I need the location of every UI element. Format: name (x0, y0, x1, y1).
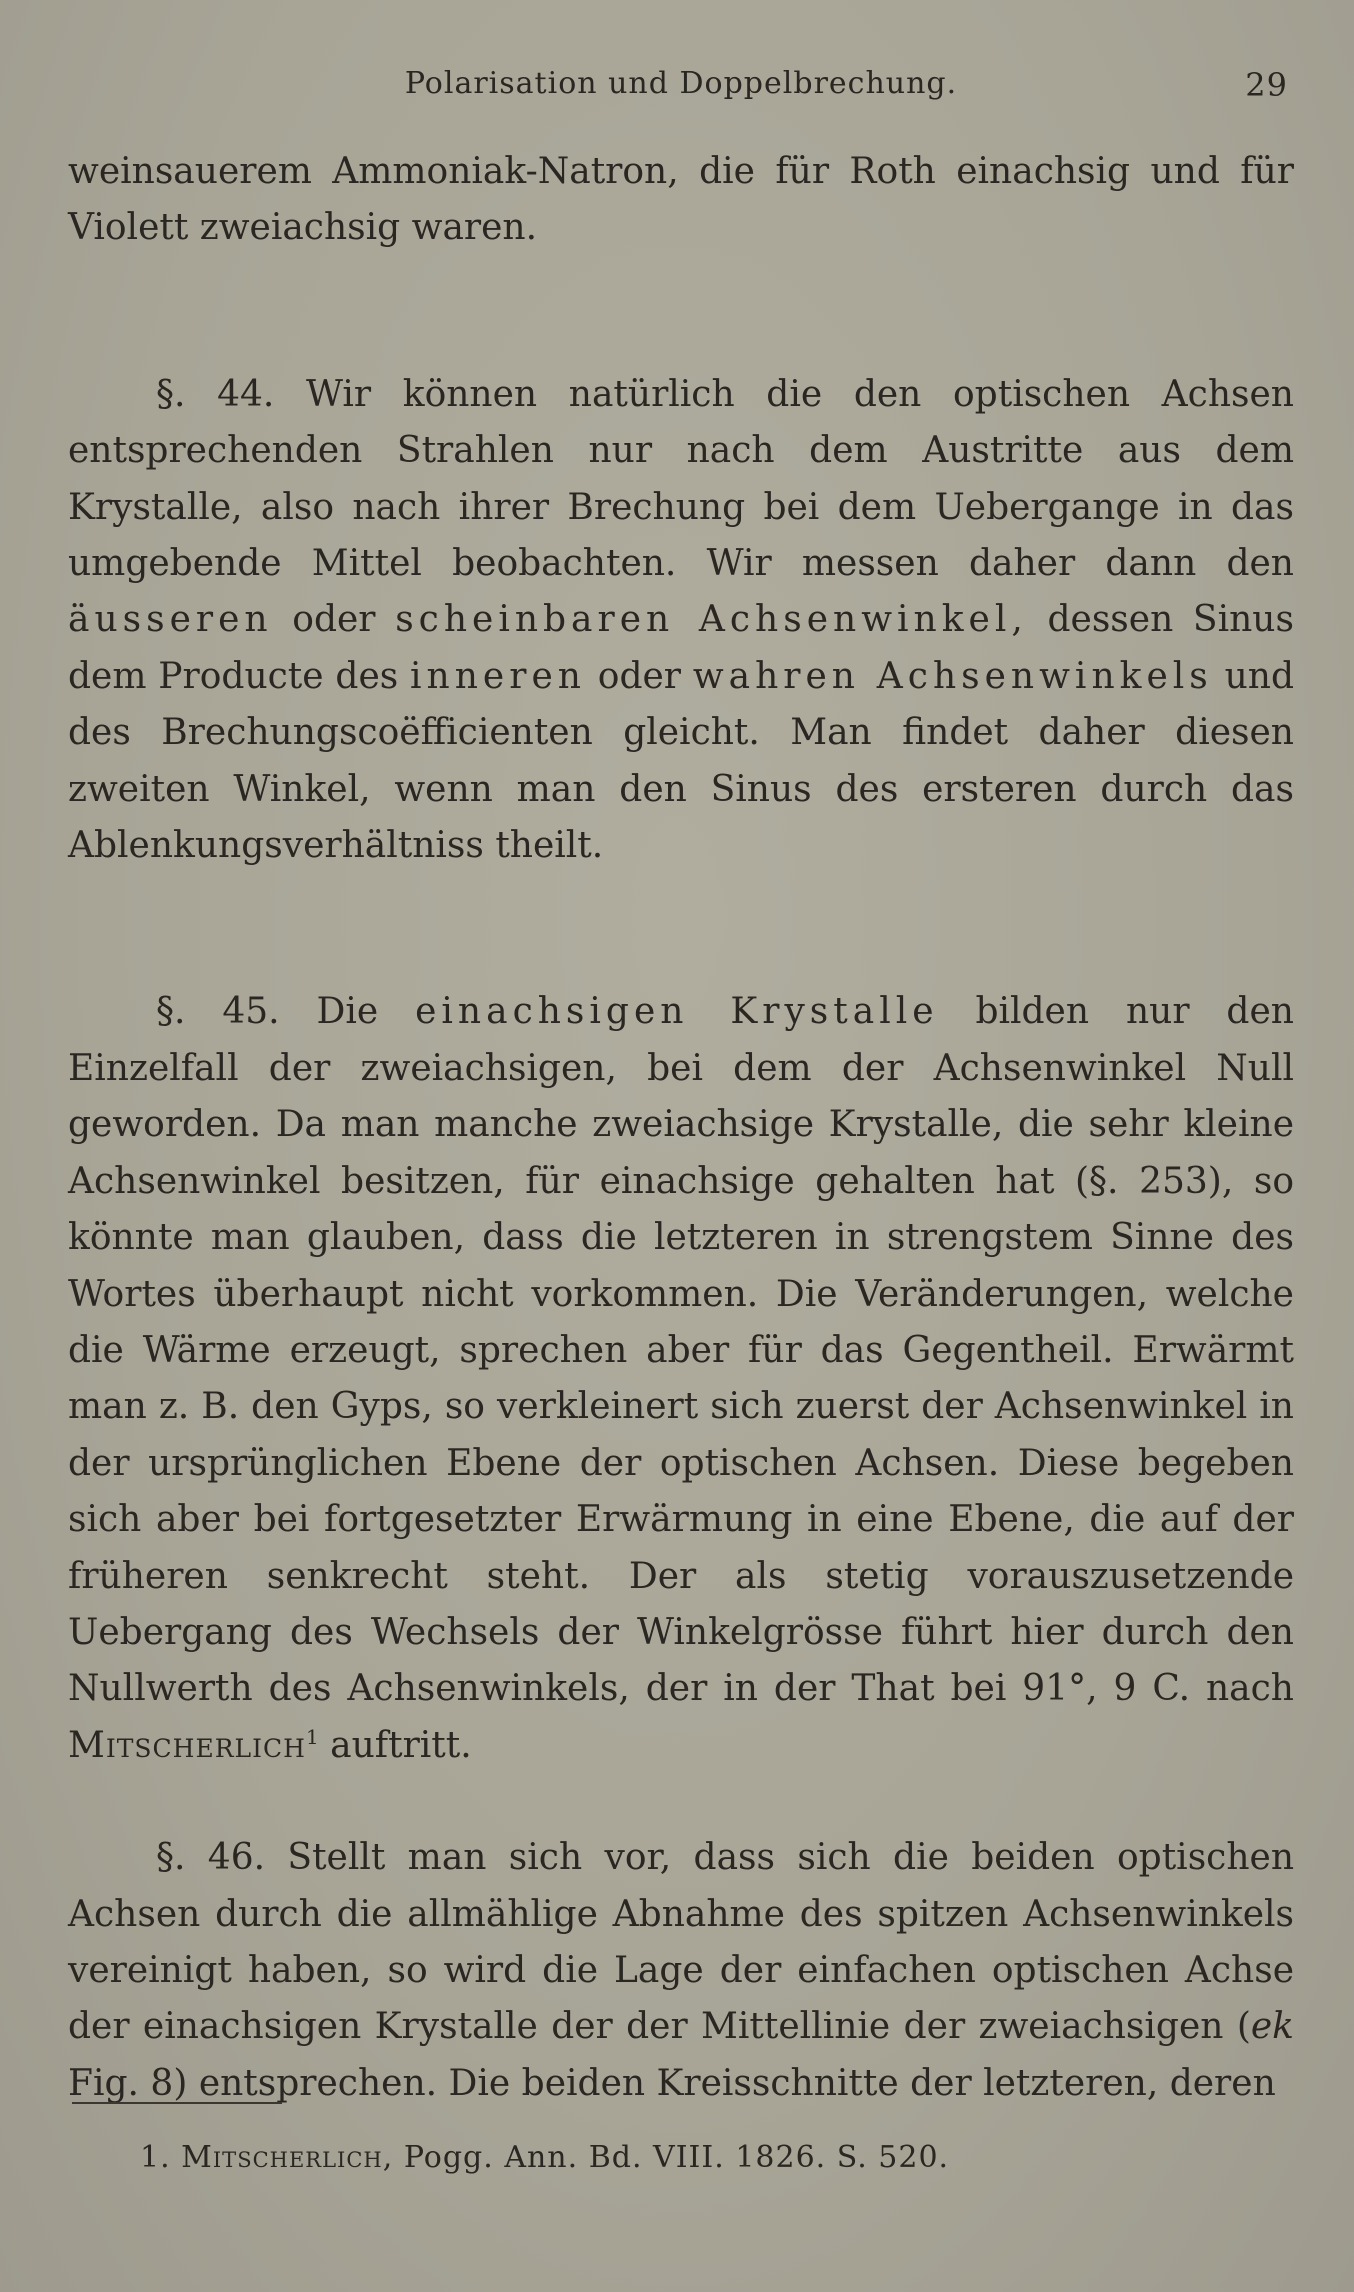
section-number: §. 46. (156, 1837, 266, 1879)
emphasis-text: scheinbaren Achsenwinkel, (395, 599, 1028, 641)
emphasis-text: inneren (410, 655, 586, 697)
emphasis-italic: ek (1250, 2006, 1294, 2048)
emphasis-text: äusseren (68, 599, 273, 641)
paragraph-continued (68, 144, 1294, 257)
section-number: §. 44. (156, 373, 275, 415)
footnote-number: 1. (140, 2140, 171, 2175)
paragraph-spacer (68, 1774, 1294, 1830)
footnote-reference[interactable]: 1 (305, 1724, 319, 1749)
paragraph-section-44 (68, 367, 1294, 875)
paragraph-text: Wir können natürlich die den optischen Achsen entsprechenden Strahlen nur nach dem Austritte aus dem Krystalle, also nach ihrer Brechung bei dem Uebergange in das umgebende Mittel beobachten. Wir messen daher dann den (68, 373, 1294, 585)
section-number: §. 45. (156, 991, 280, 1033)
running-title: Polarisation und Doppelbrechung. (404, 66, 958, 101)
body-text (68, 144, 1294, 2112)
emphasis-text: wahren Achsenwinkels (692, 655, 1213, 697)
paragraph-text: dessen Sinus dem Producte des (68, 599, 1294, 697)
paragraph-text: Fig. 8) entsprechen. Die beiden Kreisschnitte der letzteren, deren (68, 2062, 1276, 2104)
paragraph-text: und des Brechungscoëfficienten gleicht. Man findet daher diesen zweiten Winkel, wenn man den Sinus des ersteren durch das Ablenkungsverhältniss theilt. (68, 655, 1294, 867)
paragraph-text: auftritt. (330, 1724, 472, 1766)
footnote-citation: Pogg. Ann. Bd. VIII. 1826. S. 520. (403, 2140, 950, 2175)
footnote-author: Mitscherlich, (181, 2140, 394, 2175)
page-header (68, 60, 1294, 110)
paragraph-text: oder (292, 599, 376, 641)
paragraph-spacer (68, 874, 1294, 984)
paragraph-text: oder (597, 655, 681, 697)
author-name: Mitscherlich (68, 1724, 306, 1766)
paragraph-text: weinsauerem Ammoniak-Natron, die für Roth einachsig und für Violett zweiachsig waren. (68, 151, 1294, 249)
paragraph-section-45 (68, 984, 1294, 1774)
paragraph-text: Die (316, 991, 379, 1033)
paragraph-text: bilden nur den Einzelfall der zweiachsigen, bei dem der Achsenwinkel Null geworden. Da man manche zweiachsige Krystalle, die sehr kleine Achsenwinkel besitzen, für einachsige gehalten hat (§. 253), so könnte man glauben, dass die letzteren in strengstem Sinne des Wortes überhaupt nicht vorkommen. Die Veränderungen, welche die Wärme erzeugt, sprechen aber für das Gegentheil. Erwärmt man z. B. den Gyps, so verkleinert sich zuerst der Achsenwinkel in der ursprünglichen Ebene der optischen Achsen. Diese begeben sich aber bei fortgesetzter Erwärmung in eine Ebene, die auf der früheren senkrecht steht. Der als stetig vorauszusetzende Uebergang des Wechsels der Winkelgrösse führt hier durch den Nullwerth des Achsenwinkels, der in der That bei 91°, 9 C. nach (68, 991, 1294, 1710)
footnote (140, 2140, 949, 2175)
paragraph-text: Stellt man sich vor, dass sich die beiden optischen Achsen durch die allmählige Abnahme des spitzen Achsenwinkels vereinigt haben, so wird die Lage der einfachen optischen Achse der einachsigen Krystalle der der Mittellinie der zweiachsigen ( (68, 1837, 1295, 2048)
page-number: 29 (1245, 66, 1288, 104)
footnote-divider (72, 2102, 282, 2104)
paragraph-section-46 (68, 1830, 1294, 2112)
paragraph-spacer (68, 257, 1294, 367)
emphasis-text: einachsigen Krystalle (415, 991, 939, 1033)
